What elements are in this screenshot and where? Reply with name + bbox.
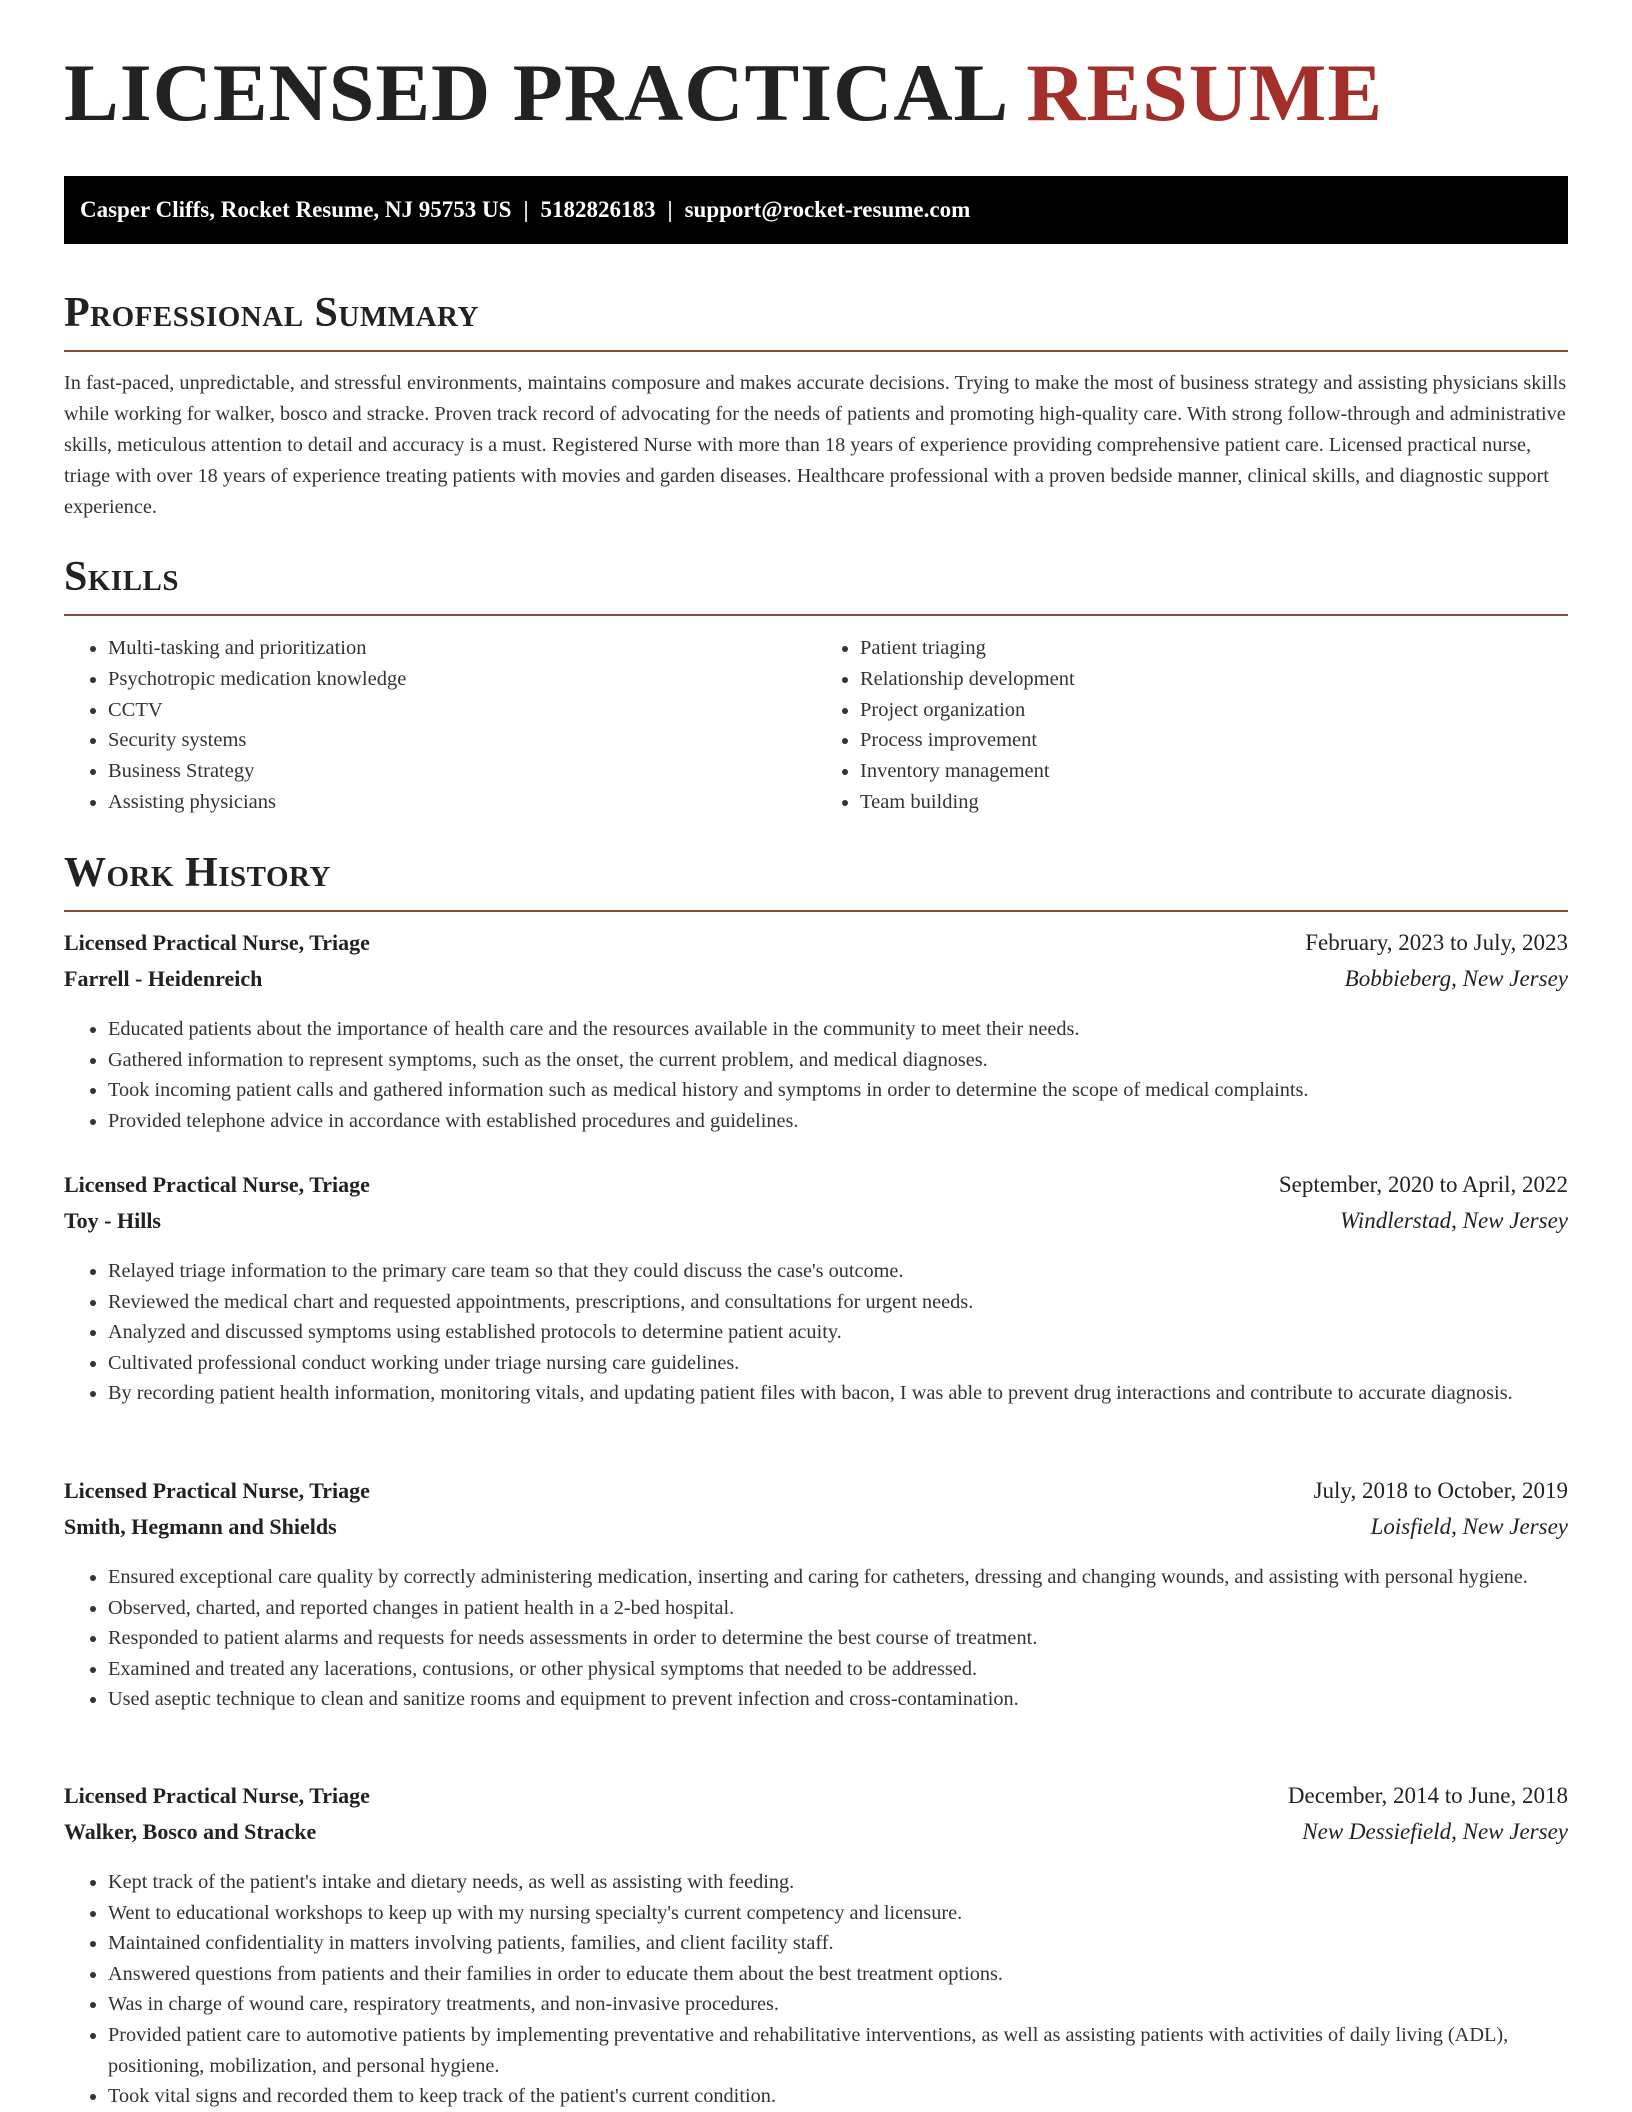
job-bullet: • Gathered information to represent symptoms, such as the onset, the current problem, and medical diagnoses. xyxy=(108,1045,1568,1076)
job-bullet: • By recording patient health information, monitoring vitals, and updating patient files with bacon, I was able to prevent drug interactions and contribute to accurate diagnosis. xyxy=(108,1378,1568,1409)
skill-item: • Business Strategy xyxy=(108,756,816,787)
job-subheader xyxy=(64,1819,1568,1855)
job-title: Licensed Practical Nurse, Triage xyxy=(64,1478,370,1503)
contact-phone: 5182826183 xyxy=(540,197,656,222)
contact-email: support@rocket-resume.com xyxy=(684,197,971,222)
contact-separator: | xyxy=(667,197,673,222)
job-bullet: • Used aseptic technique to clean and sanitize rooms and equipment to prevent infection and cross-contamination. xyxy=(108,1684,1568,1715)
job-bullets xyxy=(64,1256,1568,1409)
job-dates: December, 2014 to June, 2018 xyxy=(1287,1783,1568,1808)
job-location: Windlerstad, New Jersey xyxy=(1339,1208,1568,1233)
skill-item: • Patient triaging xyxy=(860,633,1568,664)
job-subheader xyxy=(64,1208,1568,1244)
resume-title xyxy=(64,47,1384,138)
job-bullet: • Cultivated professional conduct working under triage nursing care guidelines. xyxy=(108,1348,1568,1379)
skill-item: • Project organization xyxy=(860,695,1568,726)
job-entry xyxy=(64,930,1568,1136)
job-entry xyxy=(64,1783,1568,2112)
job-bullets xyxy=(64,1562,1568,1715)
job-header xyxy=(64,1783,1568,1819)
contact-separator: | xyxy=(523,197,529,222)
skill-item: • Multi-tasking and prioritization xyxy=(108,633,816,664)
job-bullet: • Educated patients about the importance of health care and the resources available in the community to meet their needs. xyxy=(108,1014,1568,1045)
summary-heading: Professional Summary xyxy=(64,292,1568,352)
job-location: New Dessiefield, New Jersey xyxy=(1302,1819,1568,1844)
job-header xyxy=(64,930,1568,966)
job-entry xyxy=(64,1478,1568,1715)
job-bullet: • Took incoming patient calls and gathered information such as medical history and symptoms in order to determine the scope of medical complaints. xyxy=(108,1075,1568,1106)
title-accent: RESUME xyxy=(1026,47,1384,138)
job-company: Smith, Hegmann and Shields xyxy=(64,1514,337,1539)
skill-item: • Psychotropic medication knowledge xyxy=(108,664,816,695)
job-company: Walker, Bosco and Stracke xyxy=(64,1819,317,1844)
job-bullet: • Kept track of the patient's intake and dietary needs, as well as assisting with feeding. xyxy=(108,1867,1568,1898)
job-company: Toy - Hills xyxy=(64,1208,161,1233)
job-bullet: • Examined and treated any lacerations, contusions, or other physical symptoms that needed to be addressed. xyxy=(108,1654,1568,1685)
skills-column-left xyxy=(64,633,816,818)
job-bullet: • Took vital signs and recorded them to keep track of the patient's current condition. xyxy=(108,2081,1568,2112)
skills-list xyxy=(64,633,1568,818)
skills-heading: Skills xyxy=(64,556,1568,616)
skill-item: • CCTV xyxy=(108,695,816,726)
skill-item: • Team building xyxy=(860,787,1568,818)
job-dates: February, 2023 to July, 2023 xyxy=(1305,930,1568,955)
job-bullets xyxy=(64,1014,1568,1136)
job-header xyxy=(64,1478,1568,1514)
job-bullet: • Reviewed the medical chart and requested appointments, prescriptions, and consultations for urgent needs. xyxy=(108,1287,1568,1318)
job-subheader xyxy=(64,1514,1568,1550)
job-bullet: • Relayed triage information to the primary care team so that they could discuss the case's outcome. xyxy=(108,1256,1568,1287)
job-title: Licensed Practical Nurse, Triage xyxy=(64,1172,370,1197)
job-bullets xyxy=(64,1867,1568,2112)
skill-item: • Assisting physicians xyxy=(108,787,816,818)
job-bullet: • Ensured exceptional care quality by correctly administering medication, inserting and caring for catheters, dressing and changing wounds, and assisting with personal hygiene. xyxy=(108,1562,1568,1593)
job-location: Loisfield, New Jersey xyxy=(1370,1514,1568,1539)
skill-item: • Relationship development xyxy=(860,664,1568,695)
job-title: Licensed Practical Nurse, Triage xyxy=(64,1783,370,1808)
title-main: LICENSED PRACTICAL xyxy=(64,47,1005,138)
contact-bar xyxy=(64,176,1568,244)
job-bullet: • Maintained confidentiality in matters involving patients, families, and client facility staff. xyxy=(108,1928,1568,1959)
job-subheader xyxy=(64,966,1568,1002)
skill-item: • Process improvement xyxy=(860,725,1568,756)
work-history-heading: Work History xyxy=(64,852,1568,912)
job-company: Farrell - Heidenreich xyxy=(64,966,263,991)
job-entry xyxy=(64,1172,1568,1409)
summary-text: In fast-paced, unpredictable, and stressful environments, maintains composure and makes accurate decisions. Trying to make the most of business strategy and assisting physicians skills while working for walker, bosco and stracke. Proven track record of advocating for the needs of patients and promoting high-quality care. With strong follow-through and administrative skills, meticulous attention to detail and accuracy is a must. Registered Nurse with more than 18 years of experience providing comprehensive patient care. Licensed practical nurse, triage with over 18 years of experience treating patients with movies and garden diseases. Healthcare professional with a proven bedside manner, clinical skills, and diagnostic support experience. xyxy=(64,372,1567,518)
skill-item: • Inventory management xyxy=(860,756,1568,787)
job-bullet: • Analyzed and discussed symptoms using established protocols to determine patient acuity. xyxy=(108,1317,1568,1348)
skill-item: • Security systems xyxy=(108,725,816,756)
job-bullet: • Was in charge of wound care, respiratory treatments, and non-invasive procedures. xyxy=(108,1989,1568,2020)
job-dates: July, 2018 to October, 2019 xyxy=(1313,1478,1568,1503)
job-header xyxy=(64,1172,1568,1208)
job-location: Bobbieberg, New Jersey xyxy=(1344,966,1568,991)
contact-address: Casper Cliffs, Rocket Resume, NJ 95753 US xyxy=(80,197,512,222)
job-bullet: • Observed, charted, and reported changes in patient health in a 2-bed hospital. xyxy=(108,1593,1568,1624)
job-bullet: • Provided patient care to automotive patients by implementing preventative and rehabilitative interventions, as well as assisting patients with activities of daily living (ADL), positioning, mobilization, and personal hygiene. xyxy=(108,2020,1568,2081)
job-title: Licensed Practical Nurse, Triage xyxy=(64,930,370,955)
skills-column-right xyxy=(816,633,1568,818)
job-dates: September, 2020 to April, 2022 xyxy=(1278,1172,1568,1197)
job-bullet: • Provided telephone advice in accordance with established procedures and guidelines. xyxy=(108,1106,1568,1137)
job-bullet: • Responded to patient alarms and requests for needs assessments in order to determine the best course of treatment. xyxy=(108,1623,1568,1654)
job-bullet: • Answered questions from patients and their families in order to educate them about the best treatment options. xyxy=(108,1959,1568,1990)
job-bullet: • Went to educational workshops to keep up with my nursing specialty's current competency and licensure. xyxy=(108,1898,1568,1929)
